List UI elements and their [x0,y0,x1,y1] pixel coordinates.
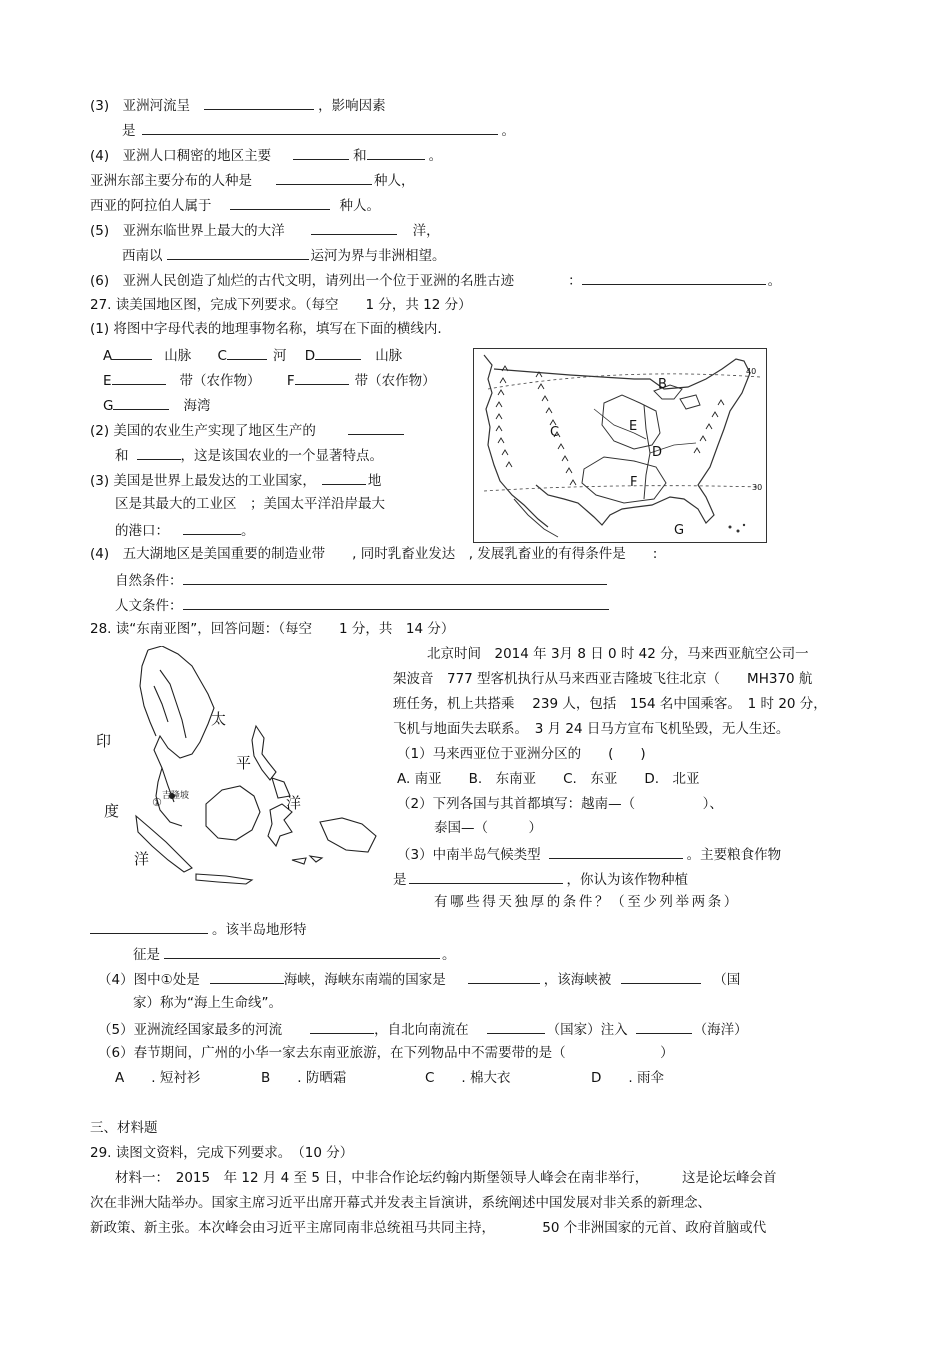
answer-blank[interactable] [183,595,609,610]
q28-q1: （1）马来西亚位于亚洲分区的 ( ) [397,746,646,762]
answer-blank[interactable] [310,1019,374,1034]
answer-blank[interactable] [227,345,267,360]
q27-row-ef: E 带（农作物） F 带（农作物） [103,370,436,390]
answer-blank[interactable] [90,919,208,934]
answer-blank[interactable] [621,969,701,984]
answer-blank[interactable] [468,969,540,984]
q27-part1: (1) 将图中字母代表的地理事物名称，填写在下面的横线内. [90,321,442,337]
answer-blank[interactable] [293,145,349,160]
q27-row-acd: A 山脉 C 河 D 山脉 [103,345,402,365]
q28-q6-option-c: C . 棉大衣 [425,1070,511,1086]
map-label-d: C [550,425,560,440]
answer-blank[interactable] [183,570,607,585]
answer-blank[interactable] [367,145,425,160]
map-label-yang1: 洋 [286,794,302,812]
answer-blank[interactable] [113,395,169,410]
q26-line5: (5) 亚洲东临世界上最大的大洋 洋， [90,220,440,240]
answer-blank[interactable] [636,1019,692,1034]
q28-q6-option-a: A . 短衬衫 [115,1070,201,1086]
q28-q3-terrain-cont: 征是 。 [133,944,456,964]
q27-part4: (4) 五大湖地区是美国重要的制造业带 , 同时乳畜业发达 , 发展乳畜业的有得条件是 : [90,546,658,562]
q27-part2-cont: 和 ，这是该国农业的一个显著特点。 [115,445,383,465]
q28-q3: （3）中南半岛气候类型 。主要粮食作物 [397,844,781,864]
q28-q4-cont: 家）称为“海上生命线”。 [133,995,282,1011]
answer-blank[interactable] [183,520,241,535]
q27-part3-cont: 区是其最大的工业区 ；美国太平洋沿岸最大 [115,496,385,512]
answer-blank[interactable] [409,869,563,884]
answer-blank[interactable] [487,1019,545,1034]
map-lat-40: 40 [746,367,757,376]
map-label-kuala-lumpur: 吉隆坡 [162,791,190,801]
map-label-e: E [629,419,638,434]
q28-q2: （2）下列各国与其首都填写：越南—（ ）、 [397,796,723,812]
section-3-title: 三、材料题 [90,1120,158,1136]
q27-part3-port: 的港口： 。 [115,520,255,540]
map-label-ping: 平 [236,754,252,772]
answer-blank[interactable] [164,944,440,959]
answer-blank[interactable] [311,220,397,235]
answer-blank[interactable] [210,969,284,984]
q28-title: 28. 读“东南亚图”，回答问题：（每空 1 分，共 14 分） [90,621,455,637]
q29-material-1-line2: 次在非洲大陆举办。国家主席习近平出席开幕式并发表主旨演讲，系统阐述中国发展对非关系的新理念、 [90,1195,711,1211]
q27-human: 人文条件： [115,595,609,615]
answer-blank[interactable] [322,470,366,485]
map-lat-30: 30 [752,483,763,492]
q27-natural: 自然条件： [115,570,607,590]
map-label-strait-1: ① [152,796,162,809]
answer-blank[interactable] [112,345,152,360]
answer-blank[interactable] [137,445,181,460]
q28-q6-option-b: B . 防晒霜 [261,1070,347,1086]
answer-blank[interactable] [315,345,361,360]
q27-row-g: G 海湾 [103,395,210,415]
map-label-g: G [674,523,685,538]
answer-blank[interactable] [204,95,314,110]
q27-part3: (3) 美国是世界上最发达的工业国家， 地 [90,470,381,490]
q26-line4: (4) 亚洲人口稠密的地区主要 和 。 [90,145,442,165]
q28-q2-cont: 泰国—（ ） [434,820,542,836]
q27-part2: (2) 美国的农业生产实现了地区生产的 [90,420,404,440]
q28-story-2: 架波音 777 型客机执行从马来西亚吉隆坡飞往北京（ MH370 航 [393,671,813,687]
q26-race-arab: 西亚的阿拉伯人属于 种人。 [90,195,380,215]
q28-q6-option-d: D . 雨伞 [591,1070,664,1086]
q28-q3-terrain: 。该半岛地形特 [90,919,307,939]
usa-map [473,348,767,543]
map-label-tai: 太 [211,710,227,728]
answer-blank[interactable] [142,120,498,135]
q26-line6: (6) 亚洲人民创造了灿烂的古代文明，请列出一个位于亚洲的名胜古迹 ： 。 [90,270,781,290]
q28-q6: （6）春节期间，广州的小华一家去东南亚旅游，在下列物品中不需要带的是（ ） [98,1045,674,1061]
answer-blank[interactable] [276,170,372,185]
q26-race-east: 亚洲东部主要分布的人种是 种人， [90,170,415,190]
q26-line3-cont: 是 。 [122,120,515,140]
q27-title: 27. 读美国地区图，完成下列要求。（每空 1 分，共 12 分） [90,297,472,313]
q29-material-1-line3: 新政策、新主张。本次峰会由习近平主席同南非总统祖马共同主持， 50 个非洲国家的元首、政府首脑或代 [90,1220,767,1236]
answer-blank[interactable] [348,420,404,435]
map-label-du: 度 [104,802,120,820]
map-label-f: F [630,475,638,490]
answer-blank[interactable] [582,270,766,285]
q28-q4: （4）图中①处是 海峡，海峡东南端的国家是 ，该海峡被 （国 [98,969,740,989]
q29-title: 29. 读图文资料，完成下列要求。 （10 分） [90,1145,354,1161]
sea-map [96,646,380,886]
q28-q5: （5）亚洲流经国家最多的河流 ，自北向南流在 （国家）注入 （海洋） [98,1019,748,1039]
q28-story-3: 班任务，机上共搭乘 239 人，包括 154 名中国乘客。 1 时 20 分， [393,696,827,712]
map-label-c: D [652,445,663,460]
map-label-b: B [658,377,667,392]
q29-material-1-line1: 材料一： 2015 年 12 月 4 至 5 日，中非合作论坛约翰内斯堡领导人峰会在南非举行， 这是论坛峰会首 [115,1170,777,1186]
q26-line5-cont: 西南以 运河为界与非洲相望。 [122,245,446,265]
answer-blank[interactable] [112,370,166,385]
q28-story-4: 飞机与地面失去联系。 3 月 24 日马方宣布飞机坠毁，无人生还。 [393,721,790,737]
answer-blank[interactable] [230,195,330,210]
map-label-yin: 印 [96,732,112,750]
usa-map-drawing [474,349,766,542]
answer-blank[interactable] [167,245,309,260]
answer-blank[interactable] [549,844,683,859]
map-label-yang2: 洋 [134,850,150,868]
q28-story-1: 北京时间 2014 年 3月 8 日 0 时 42 分，马来西亚航空公司一 [427,646,809,662]
q28-q1-options: A. 南亚 B. 东南亚 C. 东亚 D. 北亚 [397,771,700,787]
q26-line3: (3) 亚洲河流呈 ，影响因素 [90,95,386,115]
q28-q3-crop: 是 ，你认为该作物种植 [393,869,688,889]
answer-blank[interactable] [295,370,349,385]
q28-q3-conditions: 有哪些得天独厚的条件？（至少列举两条） [434,894,740,910]
